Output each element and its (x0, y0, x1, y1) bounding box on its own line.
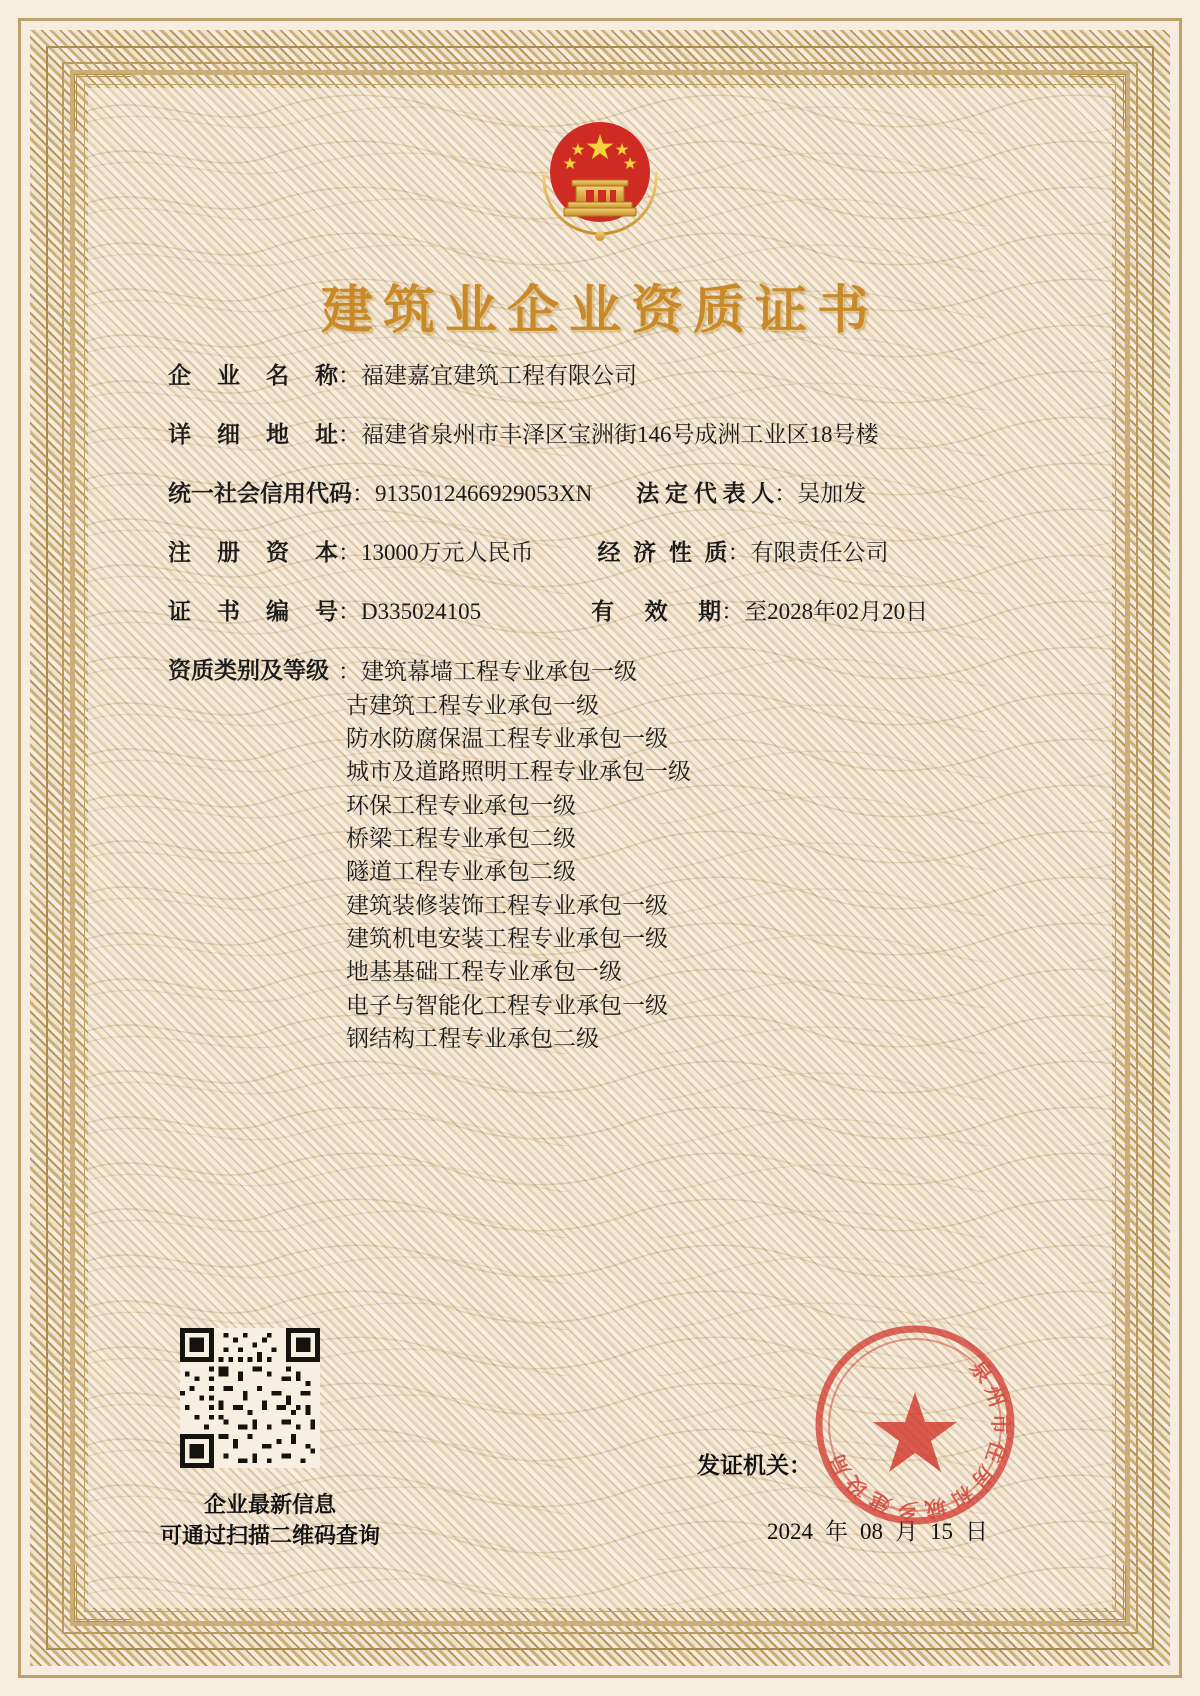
list-item: 电子与智能化工程专业承包一级 (346, 992, 668, 1018)
list-item: 建筑机电安装工程专业承包一级 (346, 925, 668, 951)
china-national-emblem-icon (530, 110, 670, 250)
company-name-value: ：福建嘉宜建筑工程有限公司 (338, 363, 637, 388)
qr-code-icon[interactable] (180, 1328, 320, 1468)
address-label: 详 细 地 址 (168, 422, 338, 448)
issuing-authority-label: 发证机关： (697, 1453, 812, 1478)
issue-year: 2024 (767, 1519, 813, 1544)
cert-no-value: ：D335024105 (338, 599, 482, 625)
list-item: 建筑装修装饰工程专业承包一级 (346, 892, 668, 918)
economic-type-label: 经 济 性 质 (597, 540, 728, 566)
list-item: 隧道工程专业承包二级 (346, 859, 576, 885)
validity-label: 有 效 期 (591, 599, 722, 625)
list-item: ：建筑幕墙工程专业承包一级 (338, 659, 637, 685)
issue-year-unit: 年 (825, 1519, 848, 1544)
issue-month-unit: 月 (895, 1519, 918, 1544)
page-title: 建筑业企业资质证书 (320, 281, 879, 341)
capital-label: 注 册 资 本 (168, 540, 338, 566)
validity-value: ：至2028年02月20日 (721, 599, 929, 625)
qualification-list (338, 655, 691, 1055)
list-item: 地基基础工程专业承包一级 (346, 959, 622, 985)
list-item: 钢结构工程专业承包二级 (346, 1026, 599, 1052)
issue-day: 15 (930, 1519, 953, 1544)
field-qualifications (168, 655, 1072, 1055)
qualification-label: 资质类别及等级 (168, 658, 329, 684)
list-item: 城市及道路照明工程专业承包一级 (346, 759, 691, 785)
list-item: 古建筑工程专业承包一级 (346, 692, 599, 718)
official-red-seal-icon (804, 1314, 1026, 1536)
field-registered-capital (168, 537, 1072, 568)
company-name-label: 企 业 名 称 (168, 363, 338, 388)
list-item: 防水防腐保温工程专业承包一级 (346, 725, 668, 751)
svg-text:泉州市住房和城乡建设局: 泉州市住房和城乡建设局 (822, 1355, 1013, 1523)
credit-code-label: 统一社会信用代码 (168, 481, 352, 507)
certificate-fields (168, 360, 1072, 1083)
qr-note-line-2: 可通过扫描二维码查询 (160, 1523, 381, 1549)
field-address (168, 419, 1072, 450)
qr-note-line-1: 企业最新信息 (203, 1492, 336, 1518)
list-item: 环保工程专业承包一级 (346, 792, 576, 818)
cert-no-label: 证 书 编 号 (168, 599, 338, 625)
qr-code-note (160, 1490, 380, 1552)
field-certificate-number (168, 596, 1072, 627)
field-company-name (168, 360, 1072, 391)
list-item: 桥梁工程专业承包二级 (346, 825, 576, 851)
economic-type-value: ：有限责任公司 (727, 540, 889, 566)
credit-code-value: ：9135012466929053XN (352, 481, 593, 507)
issue-day-unit: 日 (965, 1519, 988, 1544)
field-credit-code (168, 478, 1072, 509)
legal-person-value: ：吴加发 (774, 481, 867, 507)
certificate-content (88, 88, 1112, 1608)
legal-person-label: 法 定 代 表 人 (636, 481, 775, 507)
issue-month: 08 (860, 1519, 883, 1544)
address-value: ：福建省泉州市丰泽区宝洲街146号成洲工业区18号楼 (338, 422, 879, 448)
capital-value: ：13000万元人民币 (338, 540, 534, 566)
